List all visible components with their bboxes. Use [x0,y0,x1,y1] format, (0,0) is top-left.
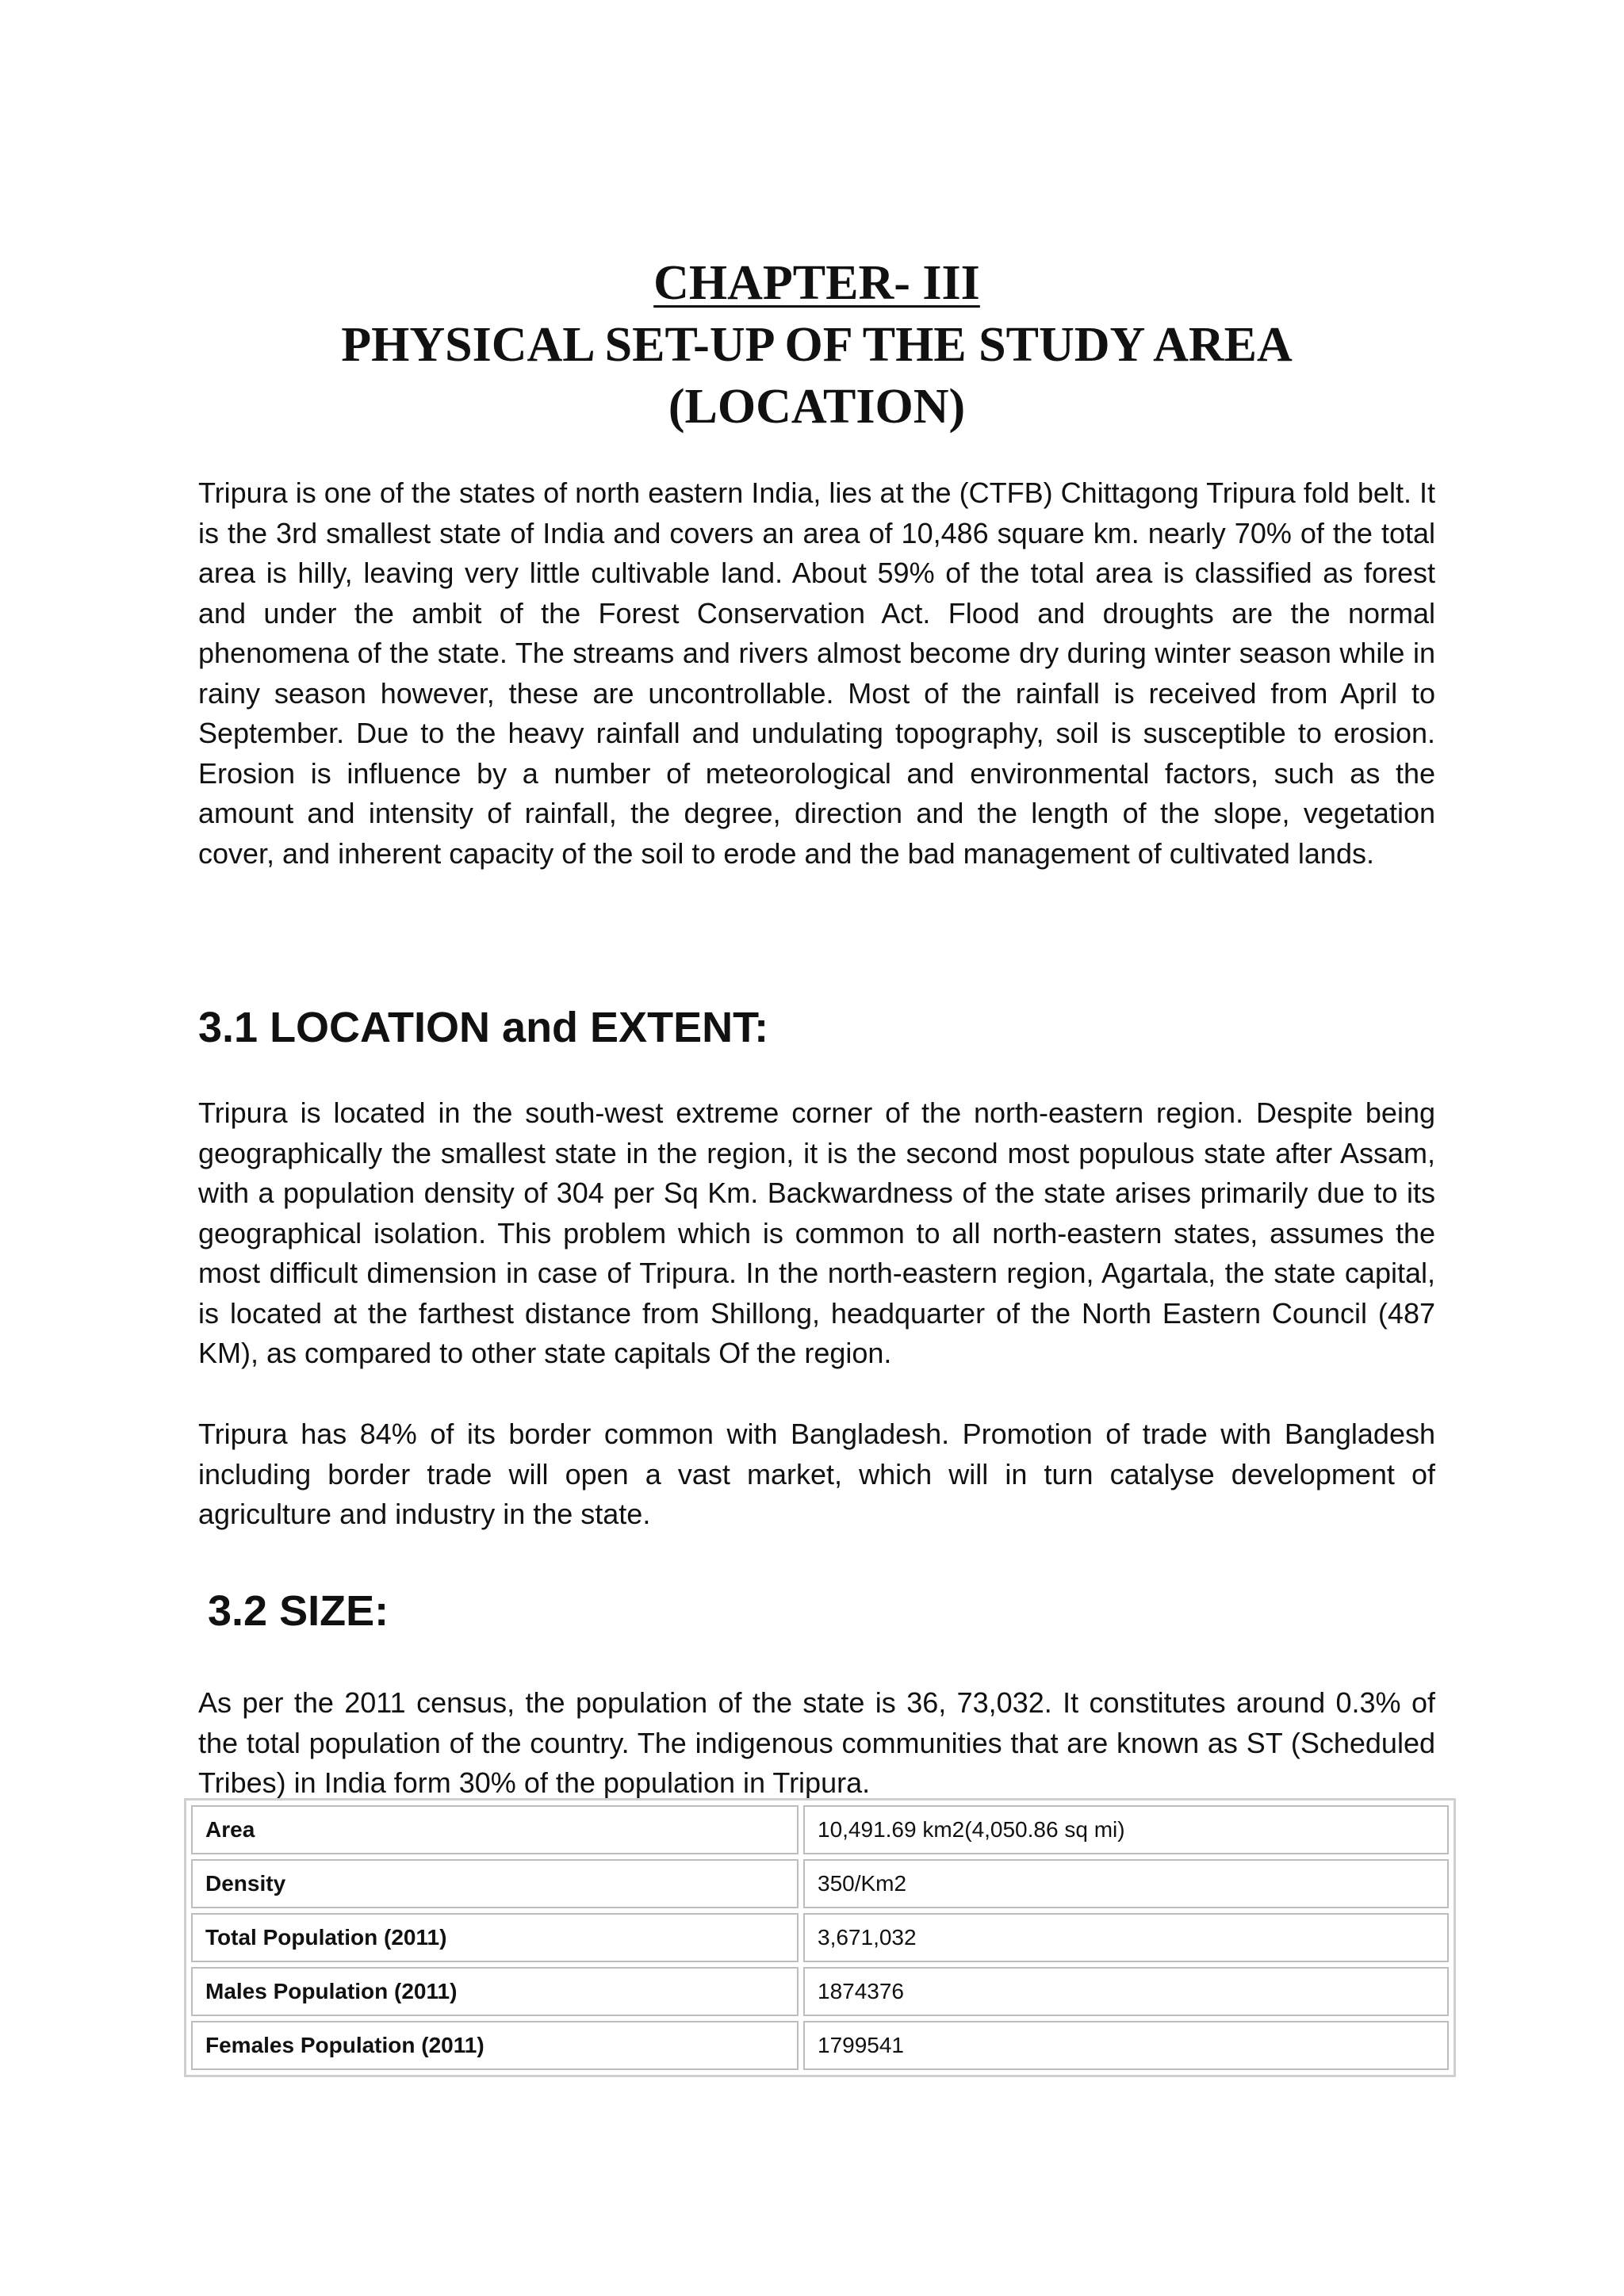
table-row [191,1967,1449,2016]
table-cell-label: Area [191,1805,799,1854]
table-cell-value: 1799541 [803,2021,1449,2070]
table-cell-label: Females Population (2011) [191,2021,799,2070]
section-title-location: 3.1 LOCATION and EXTENT: [198,1004,769,1051]
table-row [191,2021,1449,2070]
intro-paragraph: Tripura is one of the states of north eastern India, lies at the (CTFB) Chittagong Tripura fold belt. It is the 3rd smallest state of India and covers an area of 10,486 square km. nearly 70% of the total area is hilly, leaving very little cultivable land. About 59% of the total area is classified as forest and under the ambit of the Forest Conservation Act. Flood and droughts are the normal phenomena of the state. The streams and rivers almost become dry during winter season while in rainy season however, these are uncontrollable. Most of the rainfall is received from April to September. Due to the heavy rainfall and undulating topography, soil is susceptible to erosion. Erosion is influence by a number of meteorological and environmental factors, such as the amount and intensity of rainfall, the degree, direction and the length of the slope, vegetation cover, and inherent capacity of the soil to erode and the bad management of cultivated lands. [198,476,1435,870]
table-cell-value: 10,491.69 km2(4,050.86 sq mi) [803,1805,1449,1854]
chapter-number: CHAPTER- III [653,256,980,310]
location-paragraph-2: Tripura has 84% of its border common with Bangladesh. Promotion of trade with Bangladesh including border trade will open a vast market, which will in turn catalyse development of agriculture and industry in the state. [198,1418,1435,1530]
table-cell-value: 350/Km2 [803,1859,1449,1908]
location-paragraph-1: Tripura is located in the south-west extreme corner of the north-eastern region. Despite being geographically the smallest state in the region, it is the second most populous state after Assam, with a population density of 304 per Sq Km. Backwardness of the state arises primarily due to its geographical isolation. This problem which is common to all north-eastern states, assumes the most difficult dimension in case of Tripura. In the north-eastern region, Agartala, the state capital, is located at the farthest distance from Shillong, headquarter of the North Eastern Council (487 KM), as compared to other state capitals Of the region. [198,1096,1435,1369]
chapter-title: PHYSICAL SET-UP OF THE STUDY AREA [341,318,1293,372]
chapter-subtitle: (LOCATION) [668,380,966,434]
table-cell-value: 1874376 [803,1967,1449,2016]
table-cell-label: Density [191,1859,799,1908]
table-cell-value: 3,671,032 [803,1913,1449,1962]
table-cell-label: Total Population (2011) [191,1913,799,1962]
table-row [191,1913,1449,1962]
chapter-heading [198,252,1435,438]
table-cell-label: Males Population (2011) [191,1967,799,2016]
statistics-table [184,1798,1456,2077]
section-title-size: 3.2 SIZE: [208,1587,389,1635]
table-row [191,1859,1449,1908]
size-paragraph: As per the 2011 census, the population of the state is 36, 73,032. It constitutes around 0.3% of the total population of the country. The indigenous communities that are known as ST (Scheduled Tribes) in India form 30% of the population in Tripura. [198,1686,1435,1799]
table-row [191,1805,1449,1854]
